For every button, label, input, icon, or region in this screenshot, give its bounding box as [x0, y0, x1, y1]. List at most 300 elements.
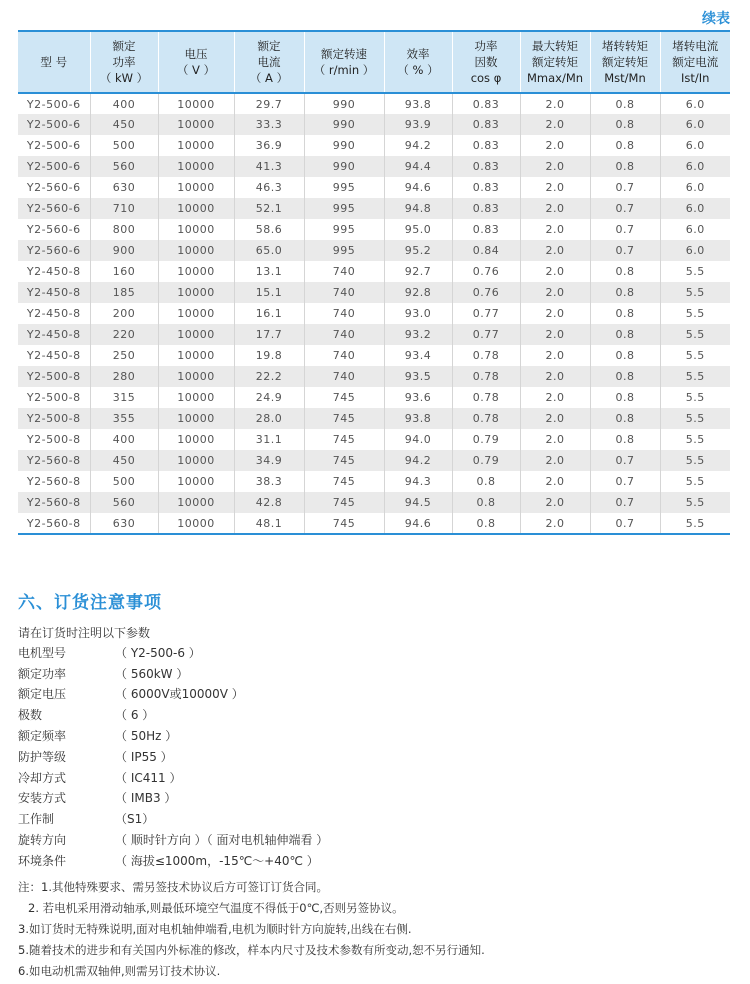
table-cell: 990 — [304, 156, 384, 177]
column-header — [234, 31, 304, 93]
table-cell: 740 — [304, 261, 384, 282]
table-cell: 0.83 — [452, 177, 520, 198]
table-cell: 0.83 — [452, 93, 520, 114]
table-cell: 5.5 — [660, 282, 730, 303]
table-cell: 5.5 — [660, 408, 730, 429]
table-cell: 65.0 — [234, 240, 304, 261]
table-cell: 28.0 — [234, 408, 304, 429]
param-key: 电机型号 — [18, 645, 67, 660]
table-cell: Y2-560-8 — [26, 454, 81, 467]
table-row — [18, 471, 730, 492]
column-header-line: 额定电流 — [672, 55, 719, 69]
table-cell: 94.8 — [384, 198, 452, 219]
table-row — [18, 387, 730, 408]
table-cell: 745 — [304, 429, 384, 450]
table-cell: 33.3 — [234, 114, 304, 135]
table-cell: 10000 — [158, 177, 234, 198]
table-cell: Y2-500-6 — [26, 118, 81, 131]
table-cell: 995 — [304, 240, 384, 261]
continued-label: 续表 — [702, 11, 730, 27]
table-cell: 745 — [304, 387, 384, 408]
param-key: 冷却方式 — [18, 770, 67, 785]
column-header-line: （ % ） — [397, 63, 439, 77]
table-cell: 250 — [90, 345, 158, 366]
table-cell: 2.0 — [520, 408, 590, 429]
table-cell: 10000 — [158, 387, 234, 408]
table-cell: 93.8 — [384, 408, 452, 429]
table-cell: 34.9 — [234, 450, 304, 471]
table-cell: 2.0 — [520, 93, 590, 114]
table-cell: 0.8 — [590, 366, 660, 387]
table-cell: 5.5 — [660, 513, 730, 534]
table-cell: 745 — [304, 450, 384, 471]
table-cell: 990 — [304, 114, 384, 135]
table-cell: 95.2 — [384, 240, 452, 261]
param-row — [18, 725, 418, 746]
table-cell: 2.0 — [520, 282, 590, 303]
table-cell: 0.83 — [452, 135, 520, 156]
table-cell: 0.83 — [452, 114, 520, 135]
column-header-line: 效率 — [406, 47, 430, 61]
table-cell: 0.7 — [590, 513, 660, 534]
table-cell: 2.0 — [520, 303, 590, 324]
param-value: （ IC411 ） — [115, 770, 182, 785]
table-cell: 6.0 — [660, 114, 730, 135]
column-header-line: 最大转矩 — [532, 39, 578, 53]
table-row — [18, 93, 730, 114]
column-header-line: 功率 — [474, 39, 498, 53]
table-cell: Y2-560-6 — [26, 244, 81, 257]
table-cell: Y2-560-8 — [26, 475, 81, 488]
table-cell: 5.5 — [660, 303, 730, 324]
table-cell: 0.8 — [590, 261, 660, 282]
table-cell: 10000 — [158, 513, 234, 534]
table-cell: 93.5 — [384, 366, 452, 387]
column-header — [384, 31, 452, 93]
table-cell: 315 — [90, 387, 158, 408]
table-cell: 6.0 — [660, 219, 730, 240]
table-cell: 2.0 — [520, 219, 590, 240]
table-cell: 185 — [90, 282, 158, 303]
table-cell: 17.7 — [234, 324, 304, 345]
table-cell: Y2-500-8 — [26, 370, 81, 383]
table-cell: 740 — [304, 303, 384, 324]
param-value: （ 6 ） — [115, 708, 155, 723]
table-cell: 2.0 — [520, 513, 590, 534]
table-cell: 0.78 — [452, 387, 520, 408]
table-cell: 2.0 — [520, 387, 590, 408]
table-row — [18, 177, 730, 198]
table-cell: Y2-500-6 — [26, 160, 81, 173]
table-cell: 10000 — [158, 156, 234, 177]
param-key: 环境条件 — [18, 853, 67, 868]
table-cell: 10000 — [158, 198, 234, 219]
table-cell: 42.8 — [234, 492, 304, 513]
table-cell: 10000 — [158, 429, 234, 450]
table-cell: 0.84 — [452, 240, 520, 261]
column-header — [660, 31, 730, 93]
table-cell: 0.78 — [452, 345, 520, 366]
ordering-notes — [18, 877, 738, 982]
table-header-row — [18, 31, 730, 93]
ordering-section-title: 六、订货注意事项 — [18, 593, 162, 613]
param-value: （ IMB3 ） — [115, 791, 177, 806]
table-cell: 0.7 — [590, 240, 660, 261]
param-value: （ Y2-500-6 ） — [115, 645, 201, 660]
column-header-line: （ V ） — [176, 63, 216, 77]
param-row — [18, 642, 418, 663]
table-cell: 0.78 — [452, 408, 520, 429]
column-header-line: （ A ） — [249, 71, 289, 85]
table-cell: 710 — [90, 198, 158, 219]
table-row — [18, 240, 730, 261]
table-cell: 36.9 — [234, 135, 304, 156]
table-cell: 10000 — [158, 135, 234, 156]
param-value: （ 560kW ） — [115, 666, 189, 681]
note-line: 2. 若电机采用滑动轴承,则最低环境空气温度不得低于0℃,否则另签协议。 — [28, 901, 404, 915]
table-row — [18, 345, 730, 366]
note-line: 注：1.其他特殊要求、需另签技术协议后方可签订订货合同。 — [18, 880, 328, 894]
table-cell: 5.5 — [660, 345, 730, 366]
table-cell: Y2-500-8 — [26, 433, 81, 446]
table-cell: 0.8 — [590, 135, 660, 156]
table-cell: 10000 — [158, 408, 234, 429]
table-cell: 0.8 — [452, 471, 520, 492]
param-key: 工作制 — [18, 812, 55, 827]
table-cell: 6.0 — [660, 135, 730, 156]
table-cell: 0.8 — [590, 93, 660, 114]
table-cell: 0.8 — [590, 282, 660, 303]
table-cell: 0.8 — [452, 492, 520, 513]
table-cell: 92.7 — [384, 261, 452, 282]
table-cell: 10000 — [158, 324, 234, 345]
column-header-line: 额定转矩 — [602, 55, 648, 69]
table-cell: Y2-560-8 — [26, 516, 81, 530]
table-row — [18, 261, 730, 282]
table-cell: 38.3 — [234, 471, 304, 492]
note-line: 5.随着技术的进步和有关国内外标准的修改，样本内尺寸及技术参数有所变动,恕不另行通知. — [18, 943, 485, 957]
table-cell: 2.0 — [520, 114, 590, 135]
table-cell: 93.2 — [384, 324, 452, 345]
table-cell: 500 — [90, 471, 158, 492]
ordering-intro: 请在订货时注明以下参数 — [18, 626, 151, 640]
table-cell: 2.0 — [520, 261, 590, 282]
table-row — [18, 450, 730, 471]
table-row — [18, 408, 730, 429]
table-cell: 6.0 — [660, 198, 730, 219]
table-cell: 745 — [304, 492, 384, 513]
param-key: 额定电压 — [18, 687, 67, 702]
table-cell: 5.5 — [660, 492, 730, 513]
table-row — [18, 303, 730, 324]
column-header — [452, 31, 520, 93]
table-cell: 740 — [304, 282, 384, 303]
column-header-line: 电压 — [184, 47, 208, 61]
table-cell: 5.5 — [660, 387, 730, 408]
table-cell: 400 — [90, 429, 158, 450]
table-cell: 24.9 — [234, 387, 304, 408]
table-cell: 10000 — [158, 261, 234, 282]
column-header — [18, 31, 90, 93]
param-row — [18, 788, 418, 809]
param-key: 极数 — [18, 708, 43, 723]
table-cell: 0.8 — [590, 303, 660, 324]
table-cell: 10000 — [158, 240, 234, 261]
column-header-line: 额定 — [112, 39, 136, 53]
table-cell: 2.0 — [520, 471, 590, 492]
table-cell: 92.8 — [384, 282, 452, 303]
table-cell: Y2-500-8 — [26, 391, 81, 404]
table-cell: 2.0 — [520, 177, 590, 198]
table-row — [18, 366, 730, 387]
table-cell: Y2-500-6 — [26, 97, 81, 111]
column-header — [90, 31, 158, 93]
column-header-line: 堵转电流 — [672, 39, 719, 53]
table-cell: 0.78 — [452, 366, 520, 387]
table-cell: 2.0 — [520, 156, 590, 177]
table-row — [18, 429, 730, 450]
table-cell: 2.0 — [520, 366, 590, 387]
table-cell: Y2-450-8 — [26, 265, 81, 278]
table-cell: 0.7 — [590, 450, 660, 471]
table-cell: 2.0 — [520, 240, 590, 261]
table-cell: 10000 — [158, 219, 234, 240]
table-cell: 0.8 — [590, 114, 660, 135]
table-cell: 94.4 — [384, 156, 452, 177]
table-cell: 0.83 — [452, 156, 520, 177]
column-header-line: 额定 — [257, 39, 281, 53]
table-cell: 94.5 — [384, 492, 452, 513]
table-cell: 2.0 — [520, 492, 590, 513]
table-cell: 2.0 — [520, 324, 590, 345]
table-cell: 630 — [90, 513, 158, 534]
param-value: （ IP55 ） — [115, 749, 173, 764]
table-cell: Y2-450-8 — [26, 328, 81, 341]
table-cell: 58.6 — [234, 219, 304, 240]
table-cell: 560 — [90, 156, 158, 177]
table-cell: 0.8 — [590, 156, 660, 177]
table-cell: 5.5 — [660, 324, 730, 345]
table-cell: 400 — [90, 93, 158, 114]
table-cell: 10000 — [158, 114, 234, 135]
ordering-params-list — [18, 642, 418, 871]
column-header — [304, 31, 384, 93]
table-cell: 10000 — [158, 303, 234, 324]
table-cell: 93.4 — [384, 345, 452, 366]
param-row — [18, 808, 418, 829]
table-cell: 94.6 — [384, 513, 452, 534]
table-cell: 0.7 — [590, 492, 660, 513]
table-cell: 200 — [90, 303, 158, 324]
table-cell: 0.7 — [590, 219, 660, 240]
param-key: 额定频率 — [18, 729, 67, 744]
table-row — [18, 492, 730, 513]
table-cell: 745 — [304, 513, 384, 534]
param-value: （S1） — [115, 812, 155, 827]
table-cell: 0.83 — [452, 198, 520, 219]
table-cell: 160 — [90, 261, 158, 282]
param-row — [18, 829, 418, 850]
param-key: 安装方式 — [18, 791, 67, 806]
table-cell: 995 — [304, 177, 384, 198]
table-cell: 48.1 — [234, 513, 304, 534]
table-cell: 2.0 — [520, 450, 590, 471]
table-cell: 94.0 — [384, 429, 452, 450]
table-cell: Y2-560-8 — [26, 496, 81, 509]
table-cell: 10000 — [158, 492, 234, 513]
table-cell: 5.5 — [660, 450, 730, 471]
note-line: 3.如订货时无特殊说明,面对电机轴伸端看,电机为顺时针方向旋转,出线在右侧. — [18, 922, 412, 936]
table-cell: 0.76 — [452, 282, 520, 303]
table-cell: 900 — [90, 240, 158, 261]
column-header-line: Mmax/Mn — [526, 71, 584, 85]
param-key: 额定功率 — [18, 666, 67, 681]
table-cell: 93.9 — [384, 114, 452, 135]
table-cell: 10000 — [158, 345, 234, 366]
param-row — [18, 663, 418, 684]
table-cell: 0.7 — [590, 177, 660, 198]
param-value: （ 海拔≤1000m，-15℃～+40℃ ） — [115, 853, 319, 868]
table-cell: 95.0 — [384, 219, 452, 240]
table-cell: 0.7 — [590, 471, 660, 492]
param-row — [18, 850, 418, 871]
table-cell: 93.8 — [384, 93, 452, 114]
table-cell: 94.2 — [384, 135, 452, 156]
table-row — [18, 156, 730, 177]
table-cell: 93.6 — [384, 387, 452, 408]
table-cell: 355 — [90, 408, 158, 429]
motor-spec-table — [18, 30, 730, 535]
table-cell: 6.0 — [660, 177, 730, 198]
column-header-line: （ kW ） — [99, 71, 149, 85]
table-cell: 22.2 — [234, 366, 304, 387]
table-cell: 10000 — [158, 93, 234, 114]
table-cell: 6.0 — [660, 93, 730, 114]
param-key: 旋转方向 — [18, 833, 67, 848]
column-header-line: Mst/Mn — [604, 71, 646, 85]
table-cell: 15.1 — [234, 282, 304, 303]
table-cell: 0.8 — [590, 408, 660, 429]
table-cell: Y2-560-6 — [26, 181, 81, 194]
table-cell: 10000 — [158, 450, 234, 471]
table-cell: 5.5 — [660, 366, 730, 387]
table-cell: 93.0 — [384, 303, 452, 324]
table-cell: 0.83 — [452, 219, 520, 240]
param-row — [18, 746, 418, 767]
table-cell: 52.1 — [234, 198, 304, 219]
table-cell: 16.1 — [234, 303, 304, 324]
table-cell: 10000 — [158, 366, 234, 387]
column-header-line: 功率 — [112, 55, 136, 69]
table-cell: 745 — [304, 471, 384, 492]
table-cell: 0.79 — [452, 450, 520, 471]
table-cell: 0.8 — [452, 513, 520, 534]
table-row — [18, 198, 730, 219]
column-header-line: 额定转矩 — [532, 55, 578, 69]
param-value: （ 顺时针方向 ）（ 面对电机轴伸端看 ） — [115, 833, 329, 848]
note-line: 6.如电动机需双轴伸,则需另订技术协议. — [18, 964, 221, 978]
column-header — [158, 31, 234, 93]
table-row — [18, 324, 730, 345]
table-row — [18, 114, 730, 135]
table-cell: 94.3 — [384, 471, 452, 492]
table-cell: 995 — [304, 198, 384, 219]
table-cell: 280 — [90, 366, 158, 387]
table-row — [18, 282, 730, 303]
column-header-line: 额定转速 — [321, 47, 367, 61]
table-cell: 740 — [304, 345, 384, 366]
table-cell: 2.0 — [520, 345, 590, 366]
table-cell: 5.5 — [660, 261, 730, 282]
table-cell: 41.3 — [234, 156, 304, 177]
table-cell: 745 — [304, 408, 384, 429]
table-cell: 5.5 — [660, 471, 730, 492]
table-cell: 0.8 — [590, 345, 660, 366]
table-cell: 740 — [304, 366, 384, 387]
table-cell: 6.0 — [660, 156, 730, 177]
table-cell: Y2-560-6 — [26, 223, 81, 236]
table-cell: Y2-450-8 — [26, 349, 81, 362]
column-header-line: 堵转转矩 — [602, 39, 648, 53]
table-cell: 0.8 — [590, 429, 660, 450]
table-cell: 6.0 — [660, 240, 730, 261]
table-cell: Y2-450-8 — [26, 307, 81, 320]
column-header — [590, 31, 660, 93]
table-cell: 2.0 — [520, 429, 590, 450]
param-row — [18, 767, 418, 788]
table-row — [18, 513, 730, 534]
column-header-line: 电流 — [257, 55, 281, 69]
param-value: （ 6000V或10000V ） — [115, 687, 244, 702]
table-cell: 2.0 — [520, 135, 590, 156]
column-header-line: 因数 — [474, 55, 498, 69]
param-row — [18, 684, 418, 705]
table-cell: 5.5 — [660, 429, 730, 450]
table-cell: Y2-560-6 — [26, 202, 81, 215]
table-cell: 220 — [90, 324, 158, 345]
table-cell: 0.79 — [452, 429, 520, 450]
table-row — [18, 135, 730, 156]
table-cell: 0.76 — [452, 261, 520, 282]
table-cell: 500 — [90, 135, 158, 156]
param-value: （ 50Hz ） — [115, 729, 178, 744]
table-row — [18, 219, 730, 240]
table-cell: 19.8 — [234, 345, 304, 366]
table-cell: 0.77 — [452, 303, 520, 324]
table-cell: Y2-500-8 — [26, 412, 81, 425]
column-header-line: 型 号 — [40, 55, 68, 69]
column-header-line: （ r/min ） — [313, 63, 375, 77]
table-cell: 450 — [90, 450, 158, 471]
table-cell: 10000 — [158, 282, 234, 303]
table-cell: Y2-500-6 — [26, 139, 81, 152]
table-cell: 800 — [90, 219, 158, 240]
table-cell: 29.7 — [234, 93, 304, 114]
table-cell: 46.3 — [234, 177, 304, 198]
table-cell: 990 — [304, 93, 384, 114]
table-cell: 10000 — [158, 471, 234, 492]
table-cell: 450 — [90, 114, 158, 135]
table-cell: 0.7 — [590, 198, 660, 219]
table-cell: 2.0 — [520, 198, 590, 219]
table-cell: 630 — [90, 177, 158, 198]
table-cell: Y2-450-8 — [26, 286, 81, 299]
column-header — [520, 31, 590, 93]
table-cell: 0.8 — [590, 324, 660, 345]
param-row — [18, 704, 418, 725]
table-cell: 0.8 — [590, 387, 660, 408]
table-cell: 560 — [90, 492, 158, 513]
